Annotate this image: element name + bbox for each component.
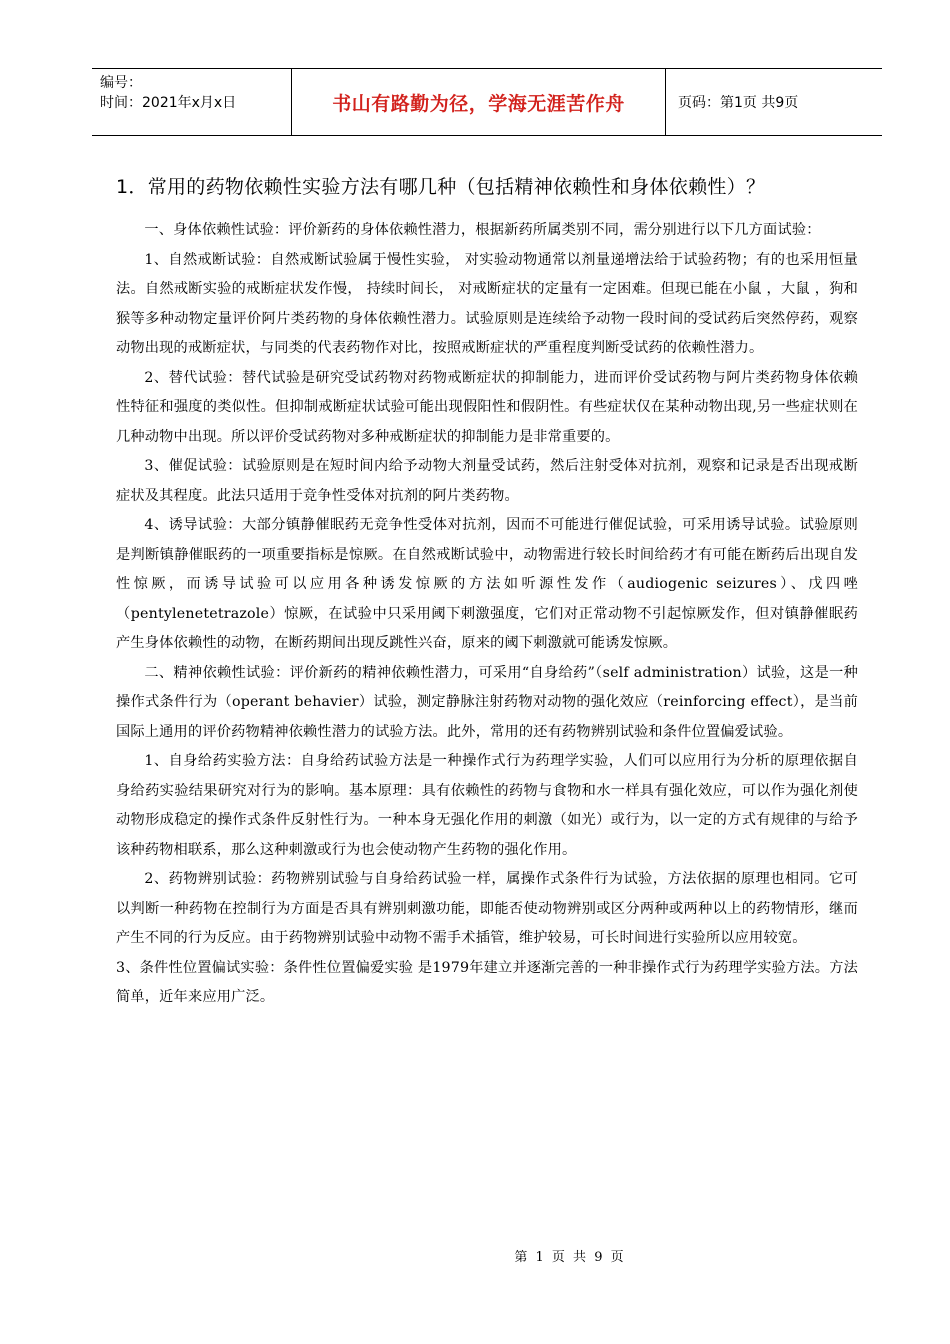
document-body xyxy=(116,172,858,1013)
paragraph-precipitation: 3、催促试验：试验原则是在短时间内给予动物大剂量受试药，然后注射受体对抗剂，观察和记录是否出现戒断症状及其程度。此法只适用于竞争性受体对抗剂的阿片类药物。 xyxy=(116,458,858,504)
time-label: 时间：2021年x月x日 xyxy=(100,95,237,111)
footer-page-number: 第 1 页 共 9 页 xyxy=(514,1250,626,1265)
paragraph-induction: 4、诱导试验：大部分镇静催眠药无竞争性受体对抗剂，因而不可能进行催促试验，可采用诱导试验。试验原则是判断镇静催眠药的一项重要指标是惊厥。在自然戒断试验中，动物需进行较长时间给药才有可能在断药后出现自发性惊厥，而诱导试验可以应用各种诱发惊厥的方法如听源性发作（audiogenic seizures）、戊四唑（pentylenetetrazole）惊厥，在试验中只采用阈下刺激强度，它们对正常动物不引起惊厥发作，但对镇静催眠药产生身体依赖性的动物，在断药期间出现反跳性兴奋，原来的阈下刺激就可能诱发惊厥。 xyxy=(116,517,858,651)
page-info: 页码：第1页 共9页 xyxy=(678,95,799,111)
motto-text: 书山有路勤为径，学海无涯苦作舟 xyxy=(332,92,625,115)
header-motto-cell xyxy=(292,69,666,135)
header-page-cell xyxy=(666,69,882,135)
paragraph-natural-withdrawal: 1、自然戒断试验：自然戒断试验属于慢性实验， 对实验动物通常以剂量递增法给于试验药物；有的也采用恒量法。自然戒断实验的戒断症状发作慢， 持续时间长， 对戒断症状的定量有一定困难。但现已能在小鼠 ，大鼠 ，狗和猴等多种动物定量评价阿片类药物的身体依赖性潜力。试验原则是连续给予动物一段时间的受试药后突然停药，观察动物出现的戒断症状，与同类的代表药物作对比，按照戒断症状的严重程度判断受试药的依赖性潜力。 xyxy=(116,251,858,356)
header-table xyxy=(92,68,882,136)
paragraph-psychic-intro: 二、精神依赖性试验：评价新药的精神依赖性潜力，可采用“自身给药”（self administration）试验，这是一种操作式条件行为（operant behavier）试验，测定静脉注射药物对动物的强化效应（reinforcing effect），是当前国际上通用的评价药物精神依赖性潜力的试验方法。此外，常用的还有药物辨别试验和条件位置偏爱试验。 xyxy=(116,664,858,740)
paragraph-conditioned-place: 3、条件性位置偏试实验：条件性位置偏爱实验 是1979年建立并逐渐完善的一种非操作式行为药理学实验方法。方法简单，近年来应用广泛。 xyxy=(116,959,858,1005)
question-title: 1．常用的药物依赖性实验方法有哪几种（包括精神依赖性和身体依赖性）？ xyxy=(116,176,766,198)
paragraph-self-administration: 1、自身给药实验方法：自身给药试验方法是一种操作式行为药理学实验，人们可以应用行为分析的原理依据自身给药实验结果研究对行为的影响。基本原理：具有依赖性的药物与食物和水一样具有强化效应，可以作为强化剂使动物形成稳定的操作式条件反射性行为。一种本身无强化作用的刺激（如光）或行为，以一定的方式有规律的与给予该种药物相联系，那么这种刺激或行为也会使动物产生药物的强化作用。 xyxy=(116,753,858,858)
number-label: 编号： xyxy=(100,75,142,91)
header-meta-cell xyxy=(92,69,292,135)
paragraph-substitution: 2、替代试验：替代试验是研究受试药物对药物戒断症状的抑制能力，进而评价受试药物与阿片类药物身体依赖性特征和强度的类似性。但抑制戒断症状试验可能出现假阳性和假阴性。有些症状仅在某种动物出现,另一些症状则在几种动物中出现。所以评价受试药物对多种戒断症状的抑制能力是非常重要的。 xyxy=(116,369,858,445)
paragraph-drug-discrimination: 2、药物辨别试验：药物辨别试验与自身给药试验一样，属操作式条件行为试验，方法依据的原理也相同。它可以判断一种药物在控制行为方面是否具有辨别刺激功能，即能否使动物辨别或区分两种或两种以上的药物情形，继而产生不同的行为反应。由于药物辨别试验中动物不需手术插管，维护较易，可长时间进行实验所以应用较宽。 xyxy=(116,871,858,946)
page-footer xyxy=(0,1246,950,1265)
paragraph-physical-intro: 一、身体依赖性试验：评价新药的身体依赖性潜力，根据新药所属类别不同，需分别进行以下几方面试验： xyxy=(144,222,821,238)
